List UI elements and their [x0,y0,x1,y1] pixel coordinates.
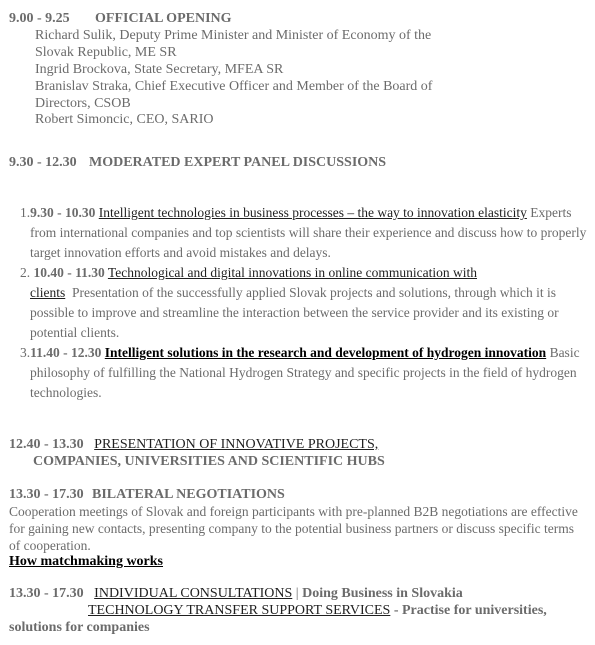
speaker-line: Directors, CSOB [35,96,131,111]
tts-line [88,602,547,619]
tts-line-2: solutions for companies [9,620,150,635]
bilateral-time: 13.30 - 17.30 [9,487,84,502]
item-number: 1. [20,205,31,220]
speaker-line: Ingrid Brockova, State Secretary, MFEA SR [35,62,284,77]
item-description: philosophy of fulfilling the National Hydrogen Strategy and specific projects in the field of hydrogen [30,365,577,380]
speaker-line: Robert Simoncic, CEO, SARIO [35,112,214,127]
item-description: Presentation of the successfully applied Slovak projects and solutions, through which it is [72,285,557,300]
item-description: technologies. [30,385,102,400]
topic-link[interactable]: Intelligent technologies in business processes – the way to innovation elasticity [98,205,527,220]
bilateral-description: for gaining new contacts, presenting company to the potential business partners or discuss specific terms [9,521,574,536]
bilateral-description: of cooperation. [9,538,91,553]
consultations-header [9,585,463,602]
item-description: Experts [530,205,572,220]
bilateral-description: Cooperation meetings of Slovak and foreign participants with pre-planned B2B negotiations are effective [9,504,578,519]
item-description: possible to improve and streamline the interaction between the service provider and its existing or [30,305,559,320]
topic-link[interactable]: clients [30,285,66,300]
item-time: 9.30 - 10.30 [30,205,96,220]
panel-item-1 [20,204,572,221]
panel-item-3 [20,344,580,361]
matchmaking-link[interactable]: How matchmaking works [9,554,164,569]
consultations-link[interactable]: INDIVIDUAL CONSULTATIONS [94,586,293,601]
topic-link[interactable]: Intelligent solutions in the research and development of hydrogen innovation [104,345,547,360]
item-description: potential clients. [30,325,120,340]
presentation-time: 12.40 - 13.30 [9,437,84,452]
separator: | [295,586,299,601]
item-description: from international companies and top scientists will share their experience and discuss how to properly [30,225,587,240]
presentation-link[interactable]: PRESENTATION OF INNOVATIVE PROJECTS, [94,437,379,452]
item-number: 3. [20,345,31,360]
item-time: 10.40 - 11.30 [33,265,105,280]
opening-title: OFFICIAL OPENING [95,11,232,26]
item-number: 2. [20,265,31,280]
presentation-subtitle: COMPANIES, UNIVERSITIES AND SCIENTIFIC HUBS [33,454,385,469]
panel-item-2 [20,264,477,281]
topic-link[interactable]: Technological and digital innovations in online communication with [107,265,478,280]
consultations-time: 13.30 - 17.30 [9,586,84,601]
item-description: target innovation efforts and avoid mistakes and delays. [30,245,331,260]
tts-suffix: - Practise for universities, [393,603,547,618]
bilateral-title: BILATERAL NEGOTIATIONS [92,487,285,502]
panel-title: MODERATED EXPERT PANEL DISCUSSIONS [89,155,387,170]
item-time: 11.40 - 12.30 [30,345,102,360]
speaker-line: Richard Sulik, Deputy Prime Minister and Minister of Economy of the [35,28,432,43]
panel-item-2-cont [30,284,556,301]
tts-link[interactable]: TECHNOLOGY TRANSFER SUPPORT SERVICES [88,603,391,618]
consultations-subtitle: Doing Business in Slovakia [302,586,463,601]
item-description: Basic [549,345,580,360]
opening-time: 9.00 - 9.25 [9,11,70,26]
presentation-header [9,436,378,453]
speaker-line: Slovak Republic, ME SR [35,45,177,60]
speaker-line: Branislav Straka, Chief Executive Officer and Member of the Board of [35,79,433,94]
panel-time: 9.30 - 12.30 [9,155,77,170]
